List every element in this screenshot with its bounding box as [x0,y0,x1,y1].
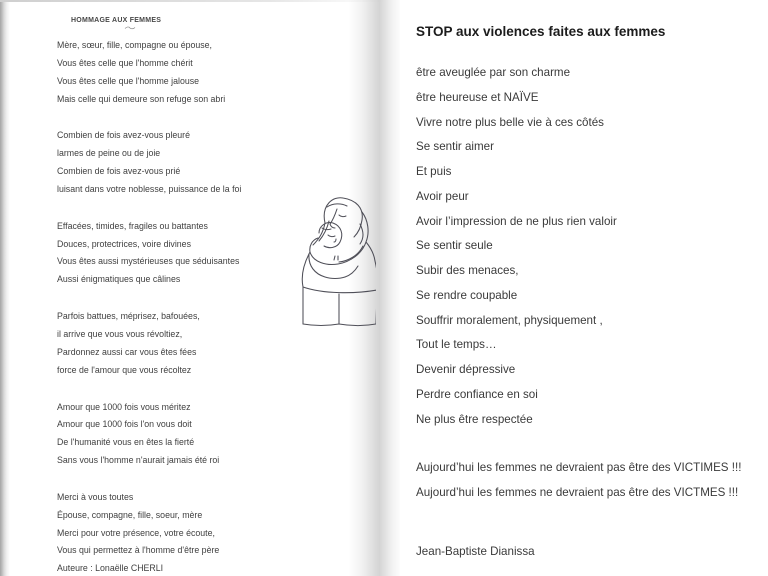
poem-line: larmes de peine ou de joie [57,148,161,159]
hair-right-path [362,212,375,261]
poem-stanza [57,489,241,576]
poem-stanza [57,37,241,108]
poem-line: il arrive que vous vous révoltiez, [57,328,183,339]
poem-line: Auteure : Lonaëlle CHERLI [57,563,164,574]
poem-line: luisant dans votre noblesse, puissance de la foi [57,183,242,194]
poem-line: Effacées, timides, fragiles ou battantes [57,220,208,231]
poem-line: Parfois battues, méprisez, bafouées, [57,311,200,322]
child-nose-path [334,239,336,242]
hair-outline-path [324,198,362,237]
sleeve-path [345,266,358,277]
hem-path [303,287,376,293]
stop-line: Subir des menaces, [416,264,519,277]
stop-line: Se sentir aimer [416,140,494,154]
poem-line: Amour que 1000 fois l'on vous doit [57,419,192,430]
right-page [400,0,768,576]
poem-body [57,37,241,576]
poem-line: force de l'amour que vous récoltez [57,364,192,375]
body-right-path [375,261,376,324]
closed-eye-path [339,215,346,217]
stop-line: Et puis [416,165,452,178]
stop-line: Souffrir moralement, physiquement , [416,313,603,327]
child-arm-path [309,254,345,279]
chin-path [330,224,335,228]
poem-line: Combien de fois avez-vous prié [57,166,181,177]
poem-line: Mère, sœur, fille, compagne ou épouse, [57,40,213,50]
poem-stanza [57,308,241,379]
poem-line: Amour que 1000 fois vous méritez [57,401,191,412]
conclusion-line: Aujourd’hui les femmes ne devraient pas être des VICTIMES !!! [416,461,742,474]
poem-line: Vous êtes aussi mystérieuses que séduisantes [57,256,240,267]
poem-line: Vous qui permettez à l'homme d'être père [57,545,220,556]
legs-bottom-path [303,324,376,326]
stop-line: Tout le temps… [416,338,497,352]
stop-line: Avoir peur [416,189,469,203]
title-squiggle-mark [124,25,136,30]
poem-line: Épouse, compagne, fille, soeur, mère [57,509,203,520]
mother-arm-path [310,238,366,265]
conclusion-lines [416,456,741,506]
stop-line: Avoir l’impression de ne plus rien valoir [416,214,617,228]
stop-line: Ne plus être respectée [416,412,533,426]
stop-line: Perdre confiance en soi [416,387,538,401]
poem-stanza [57,399,241,470]
stop-line: Se rendre coupable [416,288,518,302]
poem-line: Merci pour votre présence, votre écoute, [57,527,215,538]
poem-line: Douces, protectrices, voire divines [57,238,191,249]
poem-line: Pardonnez aussi car vous êtes fées [57,346,197,357]
child-head-path [319,223,342,248]
hair-left-path [313,223,325,245]
conclusion-line: Aujourd’hui les femmes ne devraient pas être des VICTMES !!! [416,485,739,499]
poem-stanza [57,127,241,198]
child-eye-path [328,235,335,237]
poem-line: Aussi énigmatiques que câlines [57,274,181,285]
hairline-path [327,204,347,207]
face-profile-path [330,209,337,224]
stop-lines [416,61,617,432]
poem-line: Merci à vous toutes [57,491,134,502]
poem-stanza [57,218,241,289]
stop-heading: STOP aux violences faites aux femmes [416,24,666,39]
stop-line: Se sentir seule [416,239,493,253]
poem-line: Combien de fois avez-vous pleuré [57,130,191,141]
chest-marks-path [334,256,338,260]
poem-line: Vous êtes celle que l'homme jalouse [57,75,200,86]
stop-line: Devenir dépressive [416,363,516,376]
poem-title: HOMMAGE AUX FEMMES [71,17,162,24]
stop-line: être heureuse et NAÏVE [416,90,539,104]
mother-child-hug-illustration [296,197,376,332]
poem-line: Sans vous l'homme n'aurait jamais été roi [57,455,220,466]
stop-line: être aveuglée par son charme [416,66,571,79]
poem-line: De l'humanité vous en êtes la fierté [57,437,195,448]
poem-line: Mais celle qui demeure son refuge son abri [57,93,226,104]
author-signature: Jean-Baptiste Dianissa [416,545,535,558]
stop-line: Vivre notre plus belle vie à ces côtés [416,115,604,129]
poem-line: Vous êtes celle que l'homme chérit [57,57,193,68]
